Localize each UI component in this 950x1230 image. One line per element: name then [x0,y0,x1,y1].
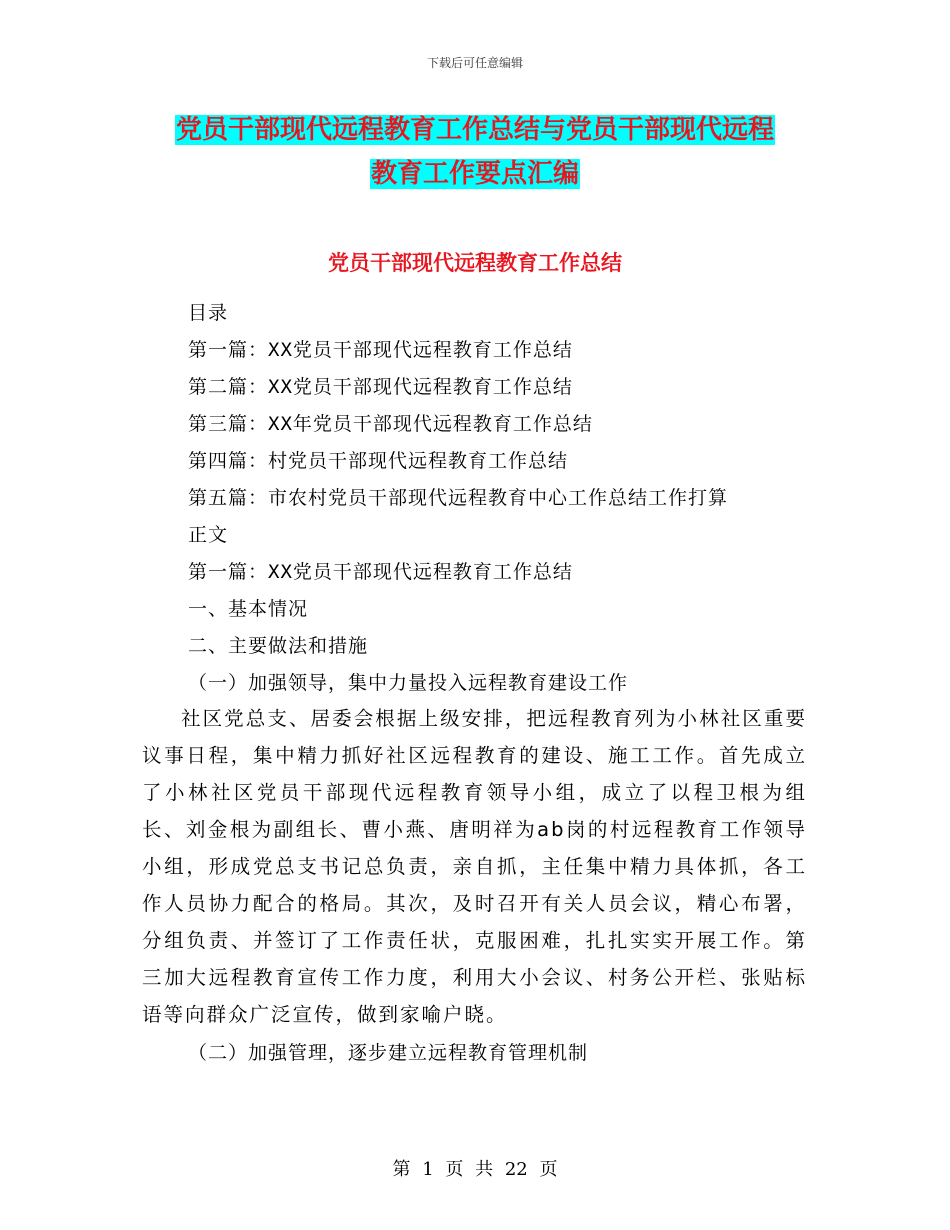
toc-heading: 目录 [188,302,229,324]
page-footer: 第 1 页 共 22 页 [392,1159,558,1180]
toc-item-1: 第一篇：XX党员干部现代远程教育工作总结 [188,339,573,361]
subheading-2: （二）加强管理，逐步建立远程教育管理机制 [188,1042,589,1064]
main-title-line-1 [0,113,950,147]
main-title-text-1: 党员干部现代远程教育工作总结与党员干部现代远程 [175,115,774,145]
body-paragraph: 社区党总支、居委会根据上级安排，把远程教育列为小林社区重要议事日程，集中精力抓好社区远程教育的建设、施工工作。首先成立了小林社区党员干部现代远程教育领导小组，成立了以程卫根为组长、刘金根为副组长、曹小燕、唐明祥为ab岗的村远程教育工作领导小组，形成党总支书记总负责，亲自抓，主任集中精力具体抓，各工作人员协力配合的格局。其次，及时召开有关人员会议，精心布署，分组负责、并签订了工作责任状，克服困难，扎扎实实开展工作。第三加大远程教育宣传工作力度，利用大小会议、村务公开栏、张贴标语等向群众广泛宣传，做到家喻户晓。 [142,707,807,1026]
main-title-line-2 [0,157,950,191]
section-heading-2: 二、主要做法和措施 [188,635,369,657]
toc-item-2: 第二篇：XX党员干部现代远程教育工作总结 [188,376,573,398]
chapter-heading: 第一篇：XX党员干部现代远程教育工作总结 [188,561,573,583]
table-of-contents [188,295,728,702]
subheading-1: （一）加强领导，集中力量投入远程教育建设工作 [188,672,629,694]
main-title-text-2: 教育工作要点汇编 [370,159,579,189]
toc-item-5: 第五篇：市农村党员干部现代远程教育中心工作总结工作打算 [188,487,729,509]
body-heading: 正文 [188,524,229,546]
section-title: 党员干部现代远程教育工作总结 [328,251,622,275]
section-heading-1: 一、基本情况 [188,598,309,620]
toc-item-4: 第四篇：村党员干部现代远程教育工作总结 [188,450,569,472]
header-note: 下载后可任意编辑 [426,56,523,70]
toc-item-3: 第三篇：XX年党员干部现代远程教育工作总结 [188,413,593,435]
